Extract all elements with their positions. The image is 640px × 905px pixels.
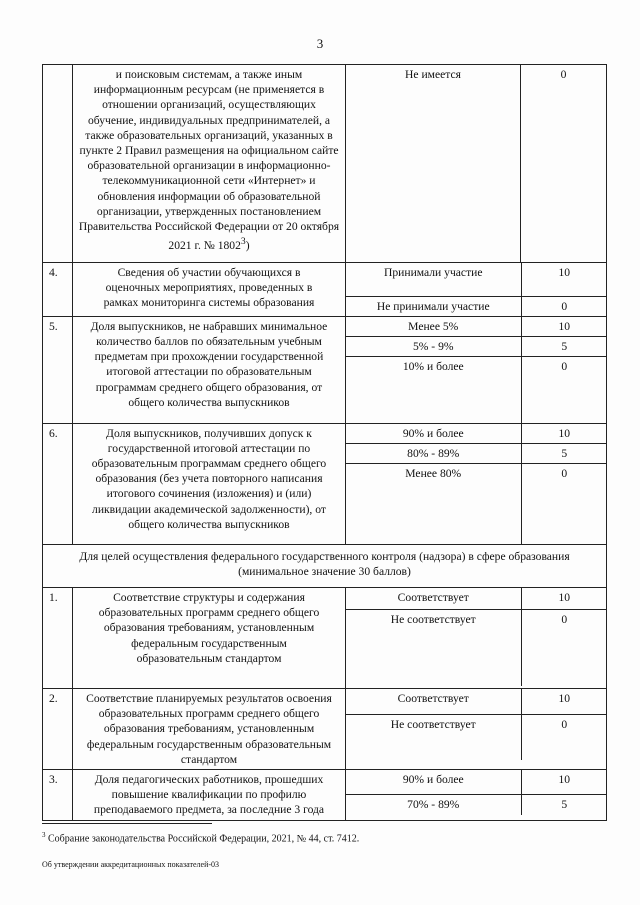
table-row [43, 65, 607, 263]
score-cell: 10 [521, 588, 607, 610]
table-row [43, 587, 607, 688]
footnote-text: Собрание законодательства Российской Федерации, 2021, № 44, ст. 7412. [48, 833, 360, 845]
criterion-cell: Не соответствует [390, 613, 476, 627]
footnote [42, 831, 359, 844]
score-cell: 10 [521, 689, 607, 715]
criterion-cell: Принимали участие [346, 263, 521, 296]
row-number: 6. [43, 423, 73, 544]
row-number: 4. [43, 263, 73, 317]
indicator-text: Доля педагогических работников, прошедших повышение квалификации по профилю преподаваемого предмета, за последние 3 года [73, 769, 346, 820]
footnote-ref: 3 [240, 236, 246, 248]
indicator-text: Сведения об участии обучающихся в оценочных мероприятиях, проведенных в рамках мониторинга системы образования [73, 263, 346, 317]
table-row [43, 316, 607, 423]
criterion-cell: Не имеется [346, 65, 521, 263]
criterion-cell: Не соответствует [390, 718, 476, 732]
row-number: 3. [43, 769, 73, 820]
row-number [43, 65, 73, 263]
score-cell: 0 [521, 296, 607, 316]
criterion-cell: Соответствует [346, 689, 521, 715]
criterion-cell: Менее 80% [405, 467, 462, 481]
indicators-table [42, 64, 607, 821]
score-cell: 5 [521, 795, 607, 815]
row-number: 2. [43, 688, 73, 769]
score-cell: 10 [521, 317, 607, 337]
indicator-text: и поисковым системам, а также иным информационным ресурсам (не применяется в отношении организаций, осуществляющих обучение, индивидуальных предпринимателей, а также образовательных организаций, указанных в пункте 2 Правил размещения на официальном сайте образовательной организации в информационно-телекоммуникационной сети «Интернет» и обновления информации об образовательной организации, утвержденных постановлением Правительства Российской Федерации от 20 октября 2021 г. № 1802$^3$) [73, 65, 346, 263]
indicator-text: Соответствие планируемых результатов освоения образовательных программ среднего общего образования требованиям, установленным федеральным государственным образовательным стандартом [73, 688, 346, 769]
indicator-text: Доля выпускников, не набравших минимальное количество баллов по обязательным учебным предметам при прохождении государственной итоговой аттестации по образовательным программам среднего общего образования, от общего количества выпускников [73, 316, 346, 423]
score-cell: 5 [521, 336, 607, 356]
indicator-text: Доля выпускников, получивших допуск к государственной итоговой аттестации по образовательным программам среднего общего образования (без учета повторного написания итогового сочинения (изложения) и (или) ликвидации академической задолженности), от общего количества выпускников [73, 423, 346, 544]
row-number: 1. [43, 587, 73, 688]
indicators-table-wrapper [42, 64, 606, 821]
table-row [43, 263, 607, 317]
score-cell: 0 [521, 610, 607, 686]
score-cell: 0 [521, 464, 607, 544]
criterion-cell: 90% и более [346, 770, 521, 795]
criterion-cell: 80% - 89% [346, 443, 521, 463]
page-number: 3 [316, 36, 324, 51]
row-number: 5. [43, 316, 73, 423]
footnote-mark: 3 [42, 831, 46, 839]
score-cell: 0 [521, 357, 607, 423]
document-footer: Об утверждении аккредитационных показателей-03 [42, 860, 220, 869]
section-header-row [43, 544, 607, 587]
criterion-cell: 90% и более [346, 424, 521, 444]
criterion-cell: 10% и более [402, 360, 464, 374]
criterion-cell: Соответствует [346, 588, 521, 610]
score-cell: 10 [521, 424, 607, 444]
table-row [43, 423, 607, 544]
score-cell: 0 [521, 715, 607, 760]
criterion-cell: Не принимали участие [376, 299, 490, 313]
section-header: Для целей осуществления федерального государственного контроля (надзора) в сфере образования (минимальное значение 30 баллов) [43, 544, 607, 587]
table-row [43, 688, 607, 769]
footnote-divider [42, 823, 212, 824]
score-cell: 5 [521, 443, 607, 463]
table-row [43, 769, 607, 820]
score-cell: 0 [521, 65, 607, 263]
indicator-text: Соответствие структуры и содержания образовательных программ среднего общего образования требованиям, установленным федеральным государственным образовательным стандартом [73, 587, 346, 688]
score-cell: 10 [521, 770, 607, 795]
score-cell: 10 [521, 263, 607, 296]
criterion-cell: 70% - 89% [407, 798, 460, 812]
criterion-cell: 5% - 9% [346, 336, 521, 356]
criterion-cell: Менее 5% [346, 317, 521, 337]
